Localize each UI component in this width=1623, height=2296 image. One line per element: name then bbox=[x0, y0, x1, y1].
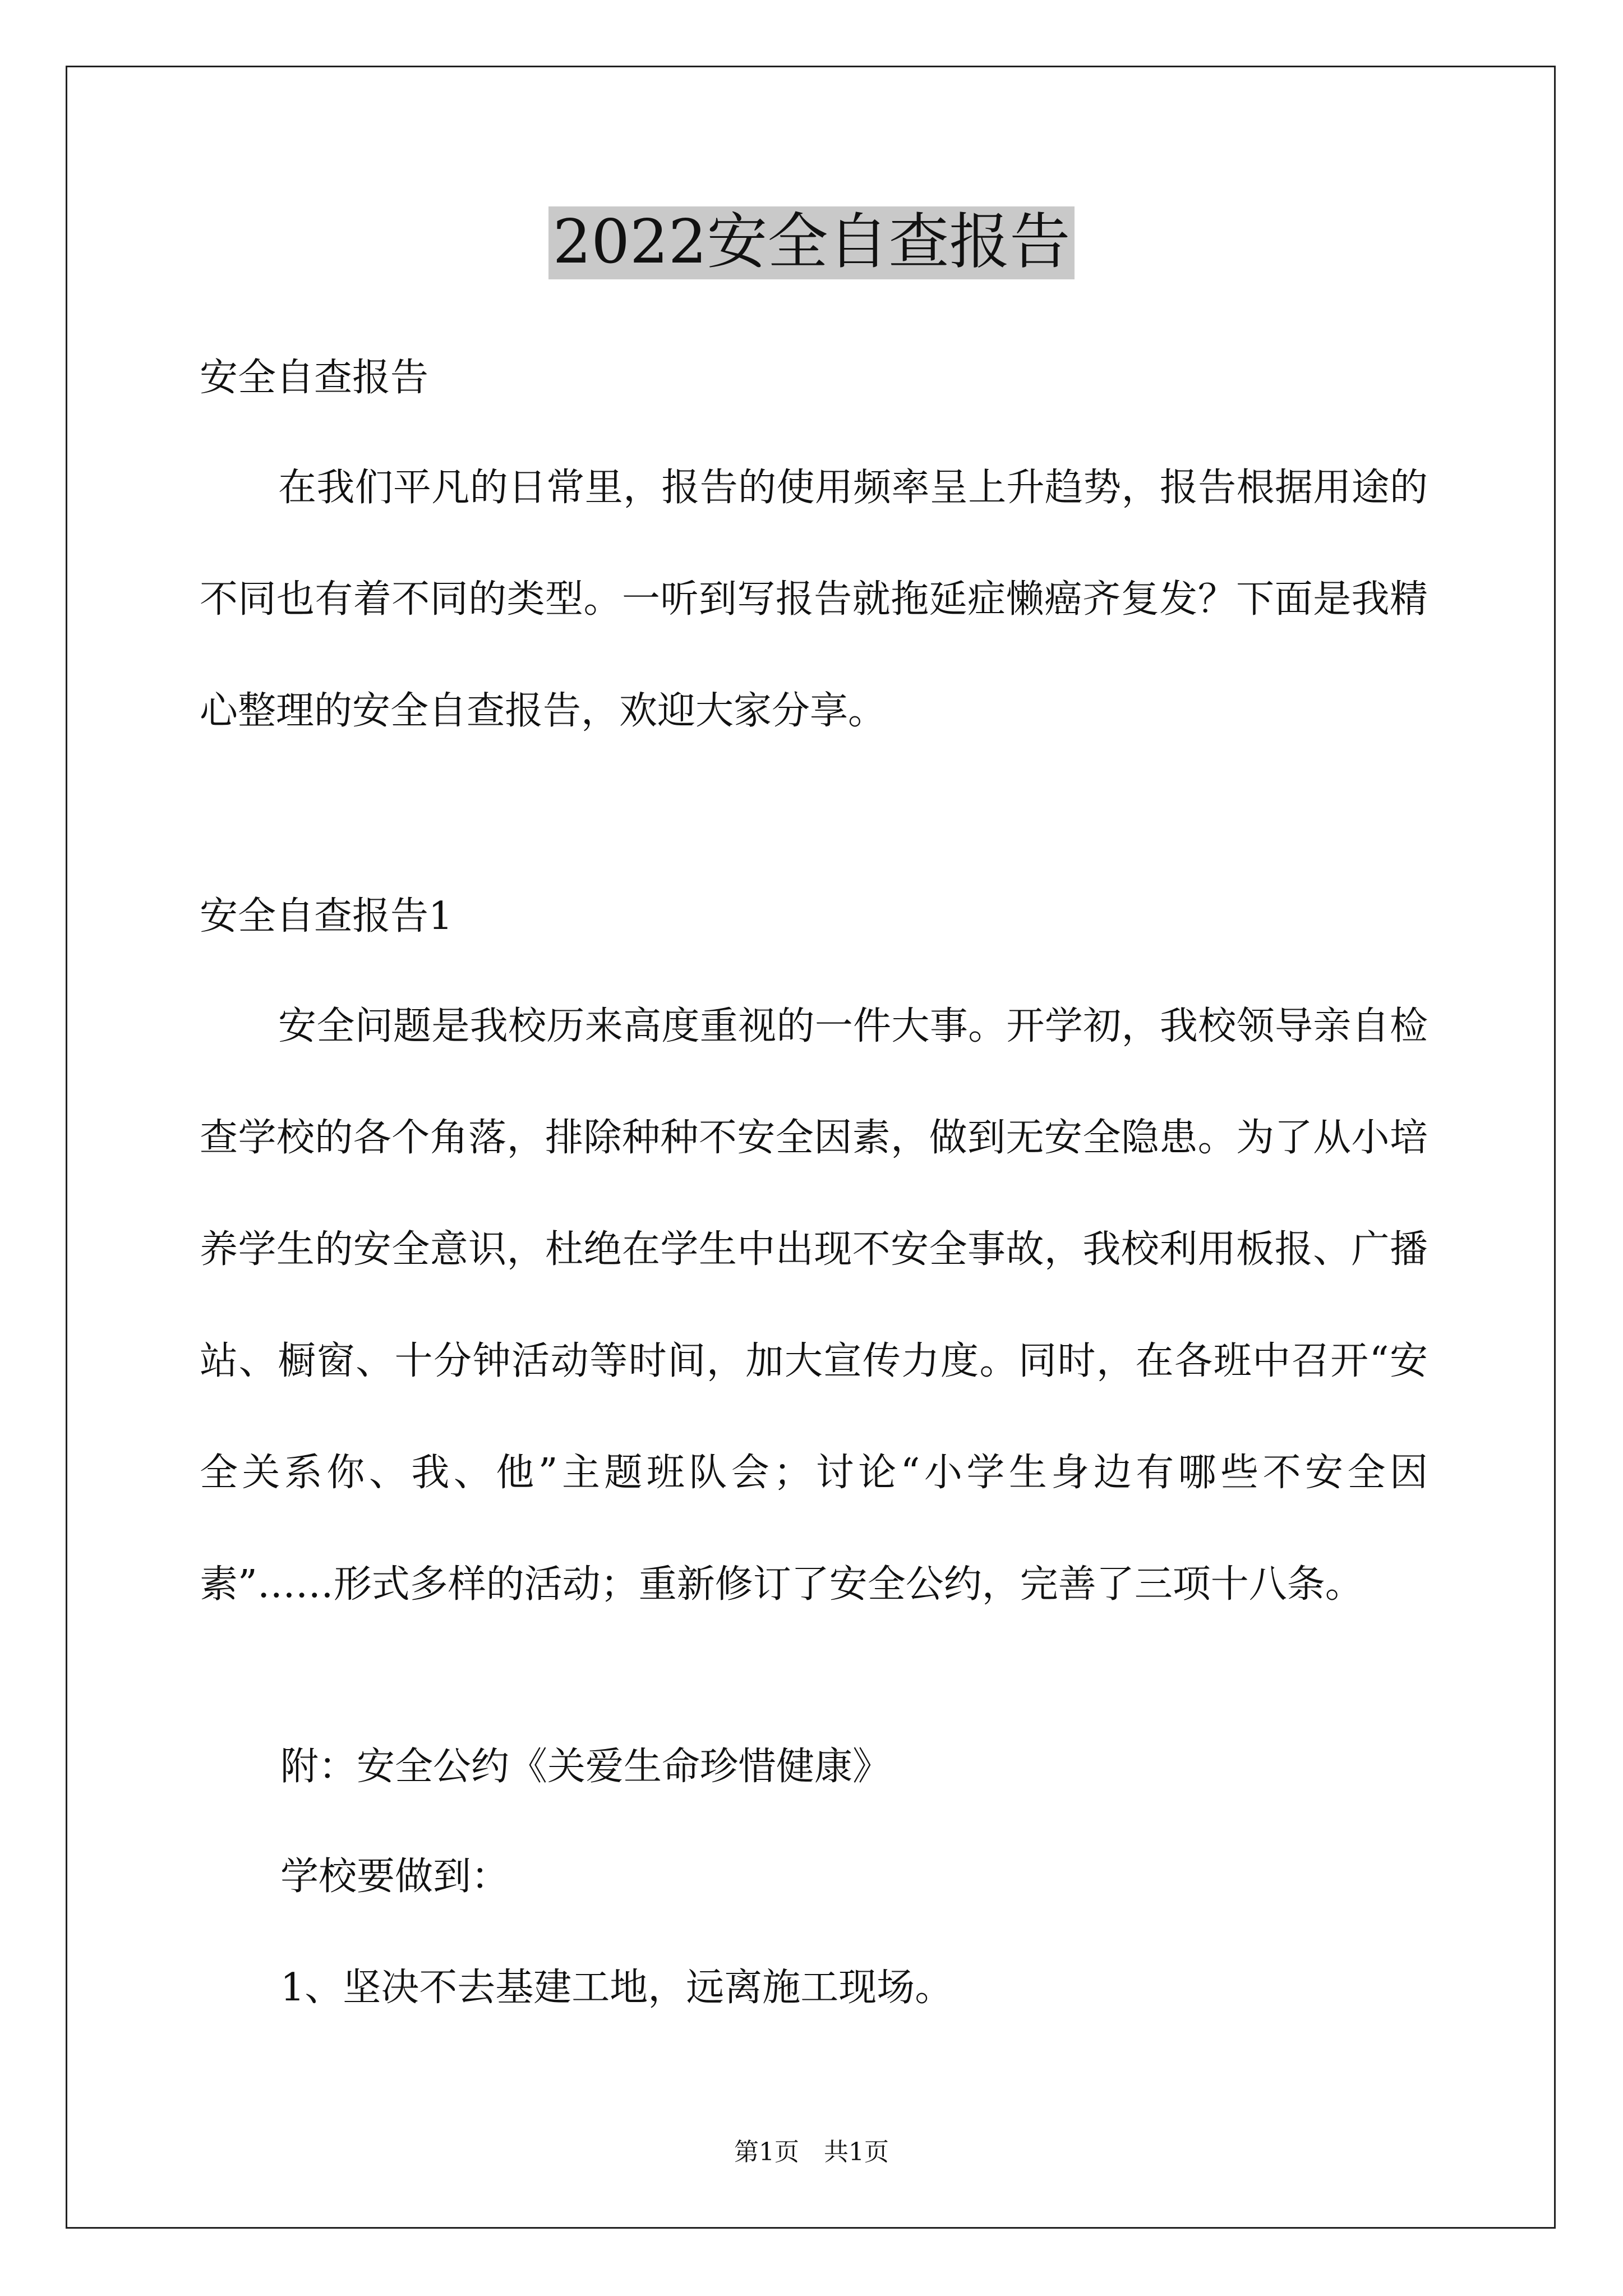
intro-heading: 安全自查报告 bbox=[200, 356, 429, 400]
intro-paragraph: 在我们平凡的日常里，报告的使用频率呈上升趋势，报告根据用途的不同也有着不同的类型。一听到写报告就拖延症懒癌齐复发？下面是我精心整理的安全自查报告，欢迎大家分享。 bbox=[200, 466, 1428, 733]
document-title-text: 2022安全自查报告 bbox=[548, 206, 1075, 279]
appendix-line: 附：安全公约《关爱生命珍惜健康》 bbox=[280, 1745, 891, 1789]
document-title bbox=[0, 206, 1623, 279]
section-paragraph: 安全问题是我校历来高度重视的一件大事。开学初，我校领导亲自检查学校的各个角落，排除种种不安全因素，做到无安全隐患。为了从小培养学生的安全意识，杜绝在学生中出现不安全事故，我校利用板报、广播站、橱窗、十分钟活动等时间，加大宣传力度。同时，在各班中召开“安全关系你、我、他”主题班队会；讨论“小学生身边有哪些不安全因素”……形式多样的活动；重新修订了安全公约，完善了三项十八条。 bbox=[200, 1004, 1428, 1607]
list-item: 1、坚决不去基建工地，远离施工现场。 bbox=[280, 1966, 953, 2010]
page-total: 共1页 bbox=[824, 2138, 889, 2166]
school-requirement-line: 学校要做到： bbox=[280, 1855, 510, 1899]
section-heading: 安全自查报告1 bbox=[200, 894, 453, 938]
page-number: 第1页 bbox=[734, 2138, 799, 2166]
page-footer bbox=[0, 2140, 1623, 2165]
